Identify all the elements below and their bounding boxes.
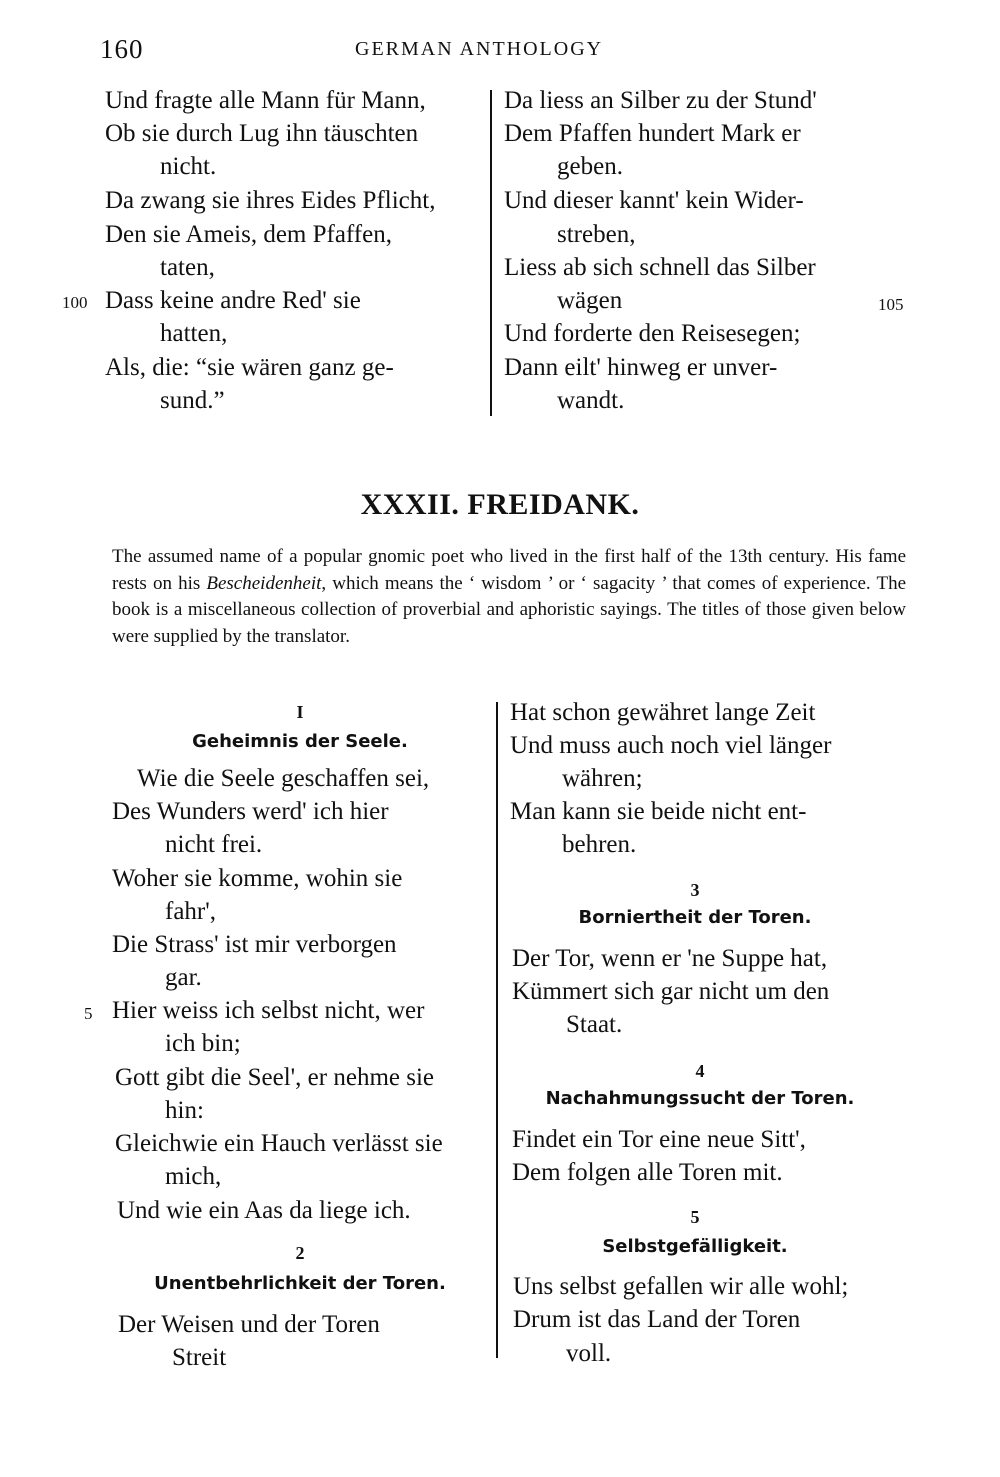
verse-line: hatten, [160,320,228,347]
verse-line: behren. [562,831,637,858]
verse-line: Hat schon gewähret lange Zeit [510,699,816,726]
verse-line: Dann eilt' hinweg er unver- [504,354,778,381]
verse-line: streben, [557,221,636,248]
verse-line: Wie die Seele geschaffen sei, [137,765,430,792]
intro-text: The assumed name of a popular gnomic poet who lived in the first half of the 13th century. His fame rests on his [112,546,906,594]
verse-line: Kümmert sich gar nicht um den [512,978,830,1005]
verse-line: hin: [165,1097,204,1124]
verse-line: Und forderte den Reisesegen; [504,320,801,347]
verse-line: wandt. [557,387,625,414]
poem-number: 3 [690,880,700,900]
verse-line: Woher sie komme, wohin sie [112,865,403,892]
column-divider [496,702,498,1358]
poem-title: Selbstgefälligkeit. [602,1236,788,1257]
poem-title: Borniertheit der Toren. [578,907,812,928]
verse-line: Dem folgen alle Toren mit. [512,1159,783,1186]
verse-line: Man kann sie beide nicht ent- [510,798,807,825]
poem-number: 5 [690,1207,700,1227]
verse-line: fahr', [165,898,217,925]
verse-line: Drum ist das Land der Toren [513,1306,801,1333]
verse-line: geben. [557,153,623,180]
verse-line: Hier weiss ich selbst nicht, wer [112,997,425,1024]
column-divider [490,90,492,416]
verse-line: wägen [557,287,623,314]
poem-title: Nachahmungssucht der Toren. [545,1088,855,1109]
verse-line: Dem Pfaffen hundert Mark er [504,120,801,147]
poem-title: Geheimnis der Seele. [192,731,408,752]
verse-line: voll. [566,1340,612,1367]
poem-number: 4 [695,1061,705,1081]
verse-line: Da liess an Silber zu der Stund' [504,87,817,114]
line-number: 100 [62,293,88,312]
verse-line: Des Wunders werd' ich hier [112,798,389,825]
verse-line: währen; [562,765,643,792]
intro-text: , which means the ‘ wisdom ’ or ‘ sagacity ’ that comes of experience. The book is a miscellaneous collection of proverbial and aphoristic sayings. The titles of those given below were supplied by the translator. [112,572,907,647]
verse-line: taten, [160,254,215,281]
verse-line: Die Strass' ist mir verborgen [112,931,397,958]
verse-line: Und muss auch noch viel länger [510,732,832,759]
verse-line: Gleichwie ein Hauch verlässt sie [115,1130,443,1157]
verse-line: Und dieser kannt' kein Wider- [504,187,804,214]
page-number: 160 [100,34,144,64]
verse-line: mich, [165,1163,222,1190]
verse-line: Der Weisen und der Toren [118,1311,380,1338]
intro-italic-title: Bescheidenheit [206,572,322,594]
verse-line: Ob sie durch Lug ihn täuschten [105,120,419,147]
section-intro [112,544,906,650]
verse-line: Als, die: “sie wären ganz ge- [105,354,394,381]
verse-line: Findet ein Tor eine neue Sitt', [512,1126,806,1153]
line-number: 5 [84,1004,93,1023]
verse-line: nicht. [160,153,217,180]
verse-line: Der Tor, wenn er 'ne Suppe hat, [512,945,828,972]
verse-line: gar. [165,964,202,991]
verse-line: Streit [172,1344,227,1371]
verse-line: Gott gibt die Seel', er nehme sie [115,1064,435,1091]
poem-number: 2 [295,1243,305,1263]
poem-title: Unentbehrlichkeit der Toren. [154,1273,446,1294]
verse-line: nicht frei. [165,831,263,858]
running-head: GERMAN ANTHOLOGY [355,38,604,60]
verse-line: Uns selbst gefallen wir alle wohl; [513,1273,849,1300]
verse-line: Da zwang sie ihres Eides Pflicht, [105,187,436,214]
verse-line: Und fragte alle Mann für Mann, [105,87,426,114]
poem-number: I [296,702,304,722]
verse-line: sund.” [160,387,225,414]
verse-line: Liess ab sich schnell das Silber [504,254,816,281]
verse-line: Und wie ein Aas da liege ich. [117,1197,411,1224]
verse-line: Staat. [566,1011,623,1038]
verse-line: Den sie Ameis, dem Pfaffen, [105,221,392,248]
line-number: 105 [878,295,904,314]
section-title: XXXII. FREIDANK. [360,488,640,521]
verse-line: Dass keine andre Red' sie [105,287,361,314]
verse-line: ich bin; [165,1030,241,1057]
